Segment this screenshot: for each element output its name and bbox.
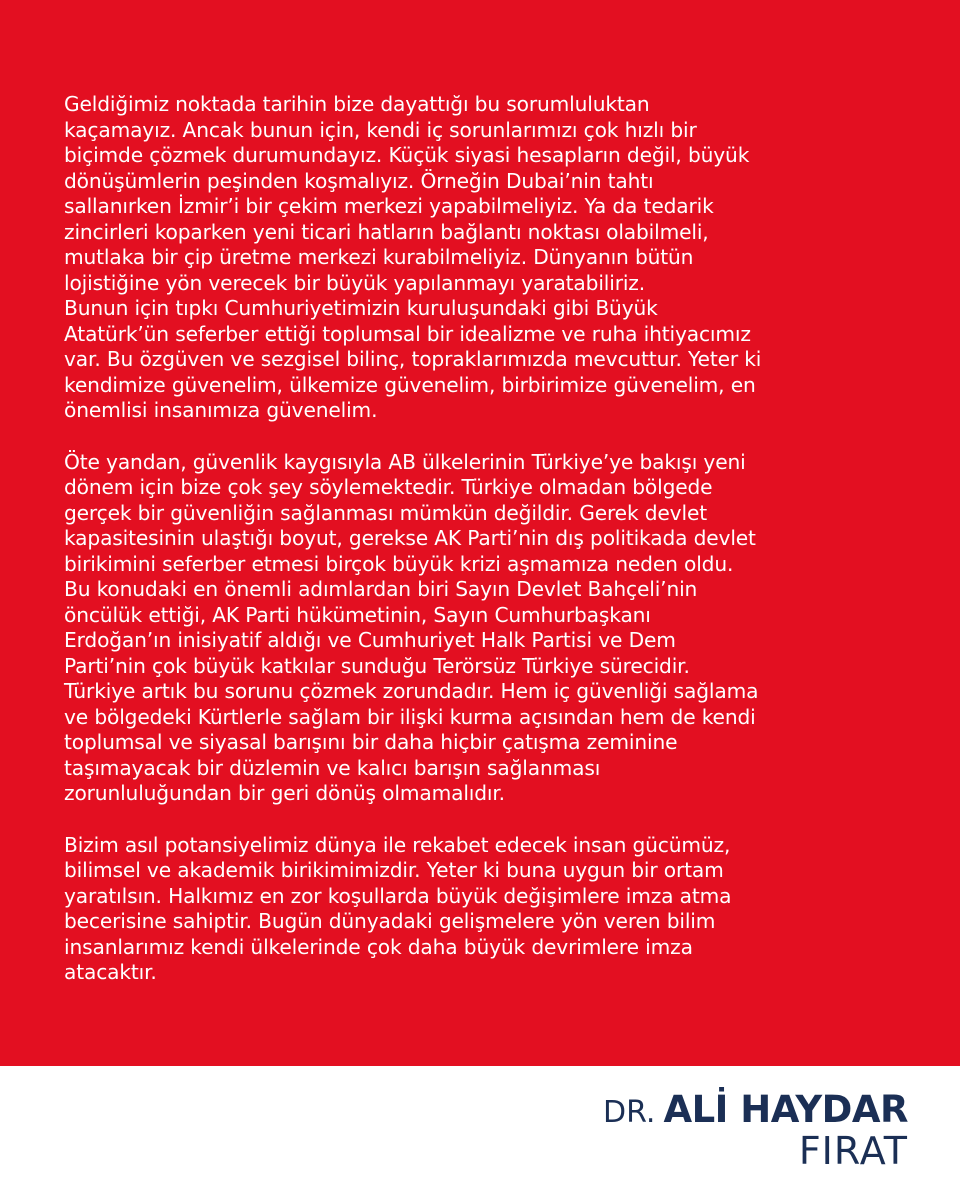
- text-line: biçimde çözmek durumundayız. Küçük siyasi hesapların değil, büyük: [64, 143, 750, 167]
- text-line: Atatürk’ün seferber ettiği toplumsal bir idealizme ve ruha ihtiyacımız: [64, 321, 751, 346]
- signature-surname: FIRAT: [798, 1129, 908, 1173]
- text-line: bilimsel ve akademik birikimimizdir. Yeter ki buna uygun bir ortam: [64, 858, 724, 882]
- text-line: Öte yandan, güvenlik kaygısıyla AB ülkelerinin Türkiye’ye bakışı yeni: [64, 449, 746, 474]
- paragraph-1: [64, 92, 924, 424]
- signature-first-name: ALİ HAYDAR: [663, 1088, 908, 1131]
- text-line: kendimize güvenelim, ülkemize güvenelim, birbirimize güvenelim, en: [64, 372, 756, 397]
- text-line: dönem için bize çok şey söylemektedir. Türkiye olmadan bölgede: [64, 475, 713, 499]
- text-line: ve bölgedeki Kürtlerle sağlam bir ilişki kurma açısından hem de kendi: [64, 704, 756, 729]
- text-line: zincirleri koparken yeni ticari hatların bağlantı noktası olabilmeli,: [64, 219, 709, 244]
- text-line: Erdoğan’ın inisiyatif aldığı ve Cumhuriyet Halk Partisi ve Dem: [64, 628, 676, 652]
- text-line: öncülük ettiği, AK Parti hükümetinin, Sayın Cumhurbaşkanı: [64, 602, 651, 627]
- footer: [0, 1066, 960, 1200]
- text-line: Bizim asıl potansiyelimiz dünya ile rekabet edecek insan gücümüz,: [64, 832, 731, 857]
- text-line: önemlisi insanımıza güvenelim.: [64, 398, 378, 422]
- text-line: Türkiye artık bu sorunu çözmek zorundadır. Hem iç güvenliği sağlama: [64, 679, 759, 703]
- text-line: birikimini seferber etmesi birçok büyük krizi aşmamıza neden oldu.: [64, 551, 734, 576]
- text-line: taşımayacak bir düzlemin ve kalıcı barışın sağlanması: [64, 755, 601, 780]
- text-line: zorunluluğundan bir geri dönüş olmamalıdır.: [64, 781, 505, 805]
- text-line: Parti’nin çok büyük katkılar sunduğu Terörsüz Türkiye sürecidir.: [64, 653, 690, 678]
- text-line: kaçamayız. Ancak bunun için, kendi iç sorunlarımızı çok hızlı bir: [64, 117, 697, 142]
- text-line: toplumsal ve siyasal barışını bir daha hiçbir çatışma zeminine: [64, 730, 678, 754]
- signature-name-row: [603, 1088, 908, 1132]
- text-line: becerisine sahiptir. Bugün dünyadaki gelişmelere yön veren bilim: [64, 909, 716, 933]
- paragraph-3: [64, 833, 924, 986]
- paragraph-2: [64, 450, 924, 807]
- text-line: kapasitesinin ulaştığı boyut, gerekse AK Parti’nin dış politikada devlet: [64, 526, 756, 550]
- text-line: insanlarımız kendi ülkelerinde çok daha büyük devrimlere imza: [64, 934, 693, 959]
- statement-text: [64, 92, 924, 986]
- text-line: lojistiğine yön verecek bir büyük yapılanmayı yaratabiliriz.: [64, 270, 646, 295]
- text-line: atacaktır.: [64, 960, 157, 984]
- text-line: Bunun için tıpkı Cumhuriyetimizin kuruluşundaki gibi Büyük: [64, 296, 658, 320]
- text-line: sallanırken İzmir’i bir çekim merkezi yapabilmeliyiz. Ya da tedarik: [64, 194, 714, 218]
- text-line: gerçek bir güvenliğin sağlanması mümkün değildir. Gerek devlet: [64, 500, 707, 525]
- text-line: Bu konudaki en önemli adımlardan biri Sayın Devlet Bahçeli’nin: [64, 577, 698, 601]
- text-line: yaratılsın. Halkımız en zor koşullarda büyük değişimlere imza atma: [64, 883, 732, 908]
- text-line: dönüşümlerin peşinden koşmalıyız. Örneğin Dubai’nin tahtı: [64, 168, 654, 193]
- signature-logo: [603, 1088, 908, 1174]
- text-line: Geldiğimiz noktada tarihin bize dayattığı bu sorumluluktan: [64, 92, 650, 116]
- signature-title: DR.: [603, 1095, 656, 1130]
- text-line: var. Bu özgüven ve sezgisel bilinç, topraklarımızda mevcuttur. Yeter ki: [64, 347, 762, 371]
- text-line: mutlaka bir çip üretme merkezi kurabilmeliyiz. Dünyanın bütün: [64, 245, 694, 269]
